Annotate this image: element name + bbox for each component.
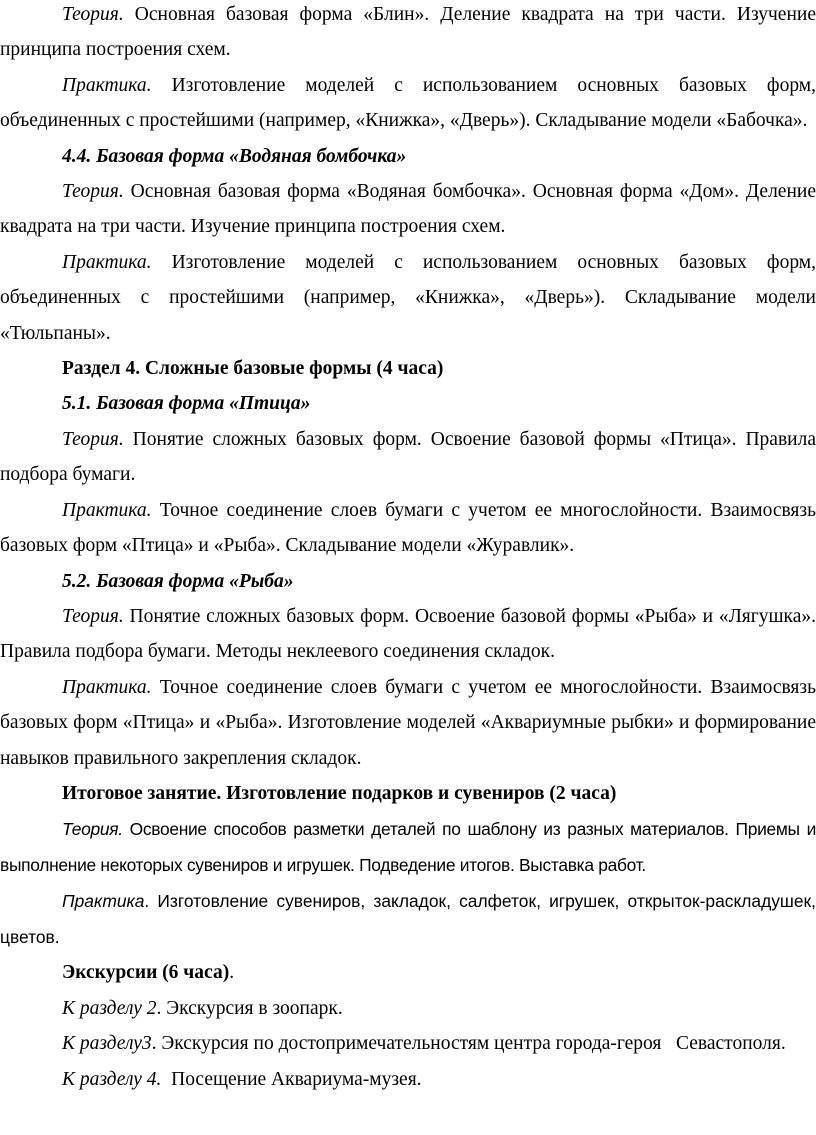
paragraph-text: Основная базовая форма «Водяная бомбочка». Основная форма «Дом». Деление квадрата на три части. Изучение принципа построения схем. (0, 181, 816, 238)
lead-label: Практика. (62, 251, 152, 273)
paragraph-practice (0, 670, 816, 776)
paragraph-text: Изготовление моделей с использованием основных базовых форм, объединенных с простейшими (например, «Книжка», «Дверь»). Складывание модели «Тюльпаны». (0, 251, 816, 344)
paragraph-theory (0, 0, 816, 68)
paragraph-text: Освоение способов разметки деталей по шаблону из разных материалов. Приемы и выполнение некоторых сувениров и игрушек. Подведение итогов. Выставка работ. (0, 819, 816, 876)
excursions-heading (0, 955, 816, 990)
paragraph-text: Понятие сложных базовых форм. Освоение базовой формы «Рыба» и «Лягушка». Правила подбора бумаги. Методы неклеевого соединения складок. (0, 605, 816, 663)
heading-text: Экскурсии (6 часа) (62, 962, 230, 984)
paragraph-practice (0, 883, 816, 955)
excursion-item (0, 1062, 816, 1097)
subsection-heading (0, 564, 816, 599)
paragraph-practice (0, 68, 816, 139)
heading-text: 4.4. Базовая форма «Водяная бомбочка» (62, 145, 407, 167)
item-text: . Экскурсия в зоопарк. (156, 997, 343, 1019)
paragraph-text: Точное соединение слоев бумаги с учетом ее многослойности. Взаимосвязь базовых форм «Птица» и «Рыба». Складывание модели «Журавлик». (0, 499, 816, 557)
paragraph-text: Понятие сложных базовых форм. Освоение базовой формы «Птица». Правила подбора бумаги. (0, 428, 816, 486)
item-text: . Экскурсия по достопримечательностям центра города-героя Севастополя. (151, 1033, 786, 1055)
lead-label: Практика. (62, 499, 152, 521)
lead-label: Практика (62, 891, 145, 912)
lead-label: Теория. (62, 819, 123, 840)
excursion-item (0, 991, 816, 1026)
paragraph-theory (0, 599, 816, 670)
lead-label: К разделу3 (62, 1033, 152, 1055)
lead-label: Теория. (62, 181, 124, 203)
section-heading: Раздел 4. Сложные базовые формы (4 часа) (62, 358, 444, 380)
lead-label: К разделу 2 (62, 997, 157, 1019)
heading-text: 5.1. Базовая форма «Птица» (62, 393, 311, 415)
paragraph-text: Изготовление моделей с использованием основных базовых форм, объединенных с простейшими (например, «Книжка», «Дверь»). Складывание модели «Бабочка». (0, 74, 816, 132)
paragraph-practice (0, 493, 816, 564)
lead-label: Практика. (62, 676, 152, 698)
subsection-heading (0, 139, 816, 174)
paragraph-text: . Изготовление сувениров, закладок, салфеток, игрушек, открыток-раскладушек, цветов. (0, 891, 816, 948)
lead-label: Теория. (62, 605, 124, 627)
paragraph-theory (0, 422, 816, 493)
lead-label: Теория. (62, 428, 124, 450)
paragraph-text: Точное соединение слоев бумаги с учетом ее многослойности. Взаимосвязь базовых форм «Птица» и «Рыба». Изготовление моделей «Аквариумные рыбки» и формирование навыков правильного закрепления складок. (0, 676, 816, 769)
subsection-heading (0, 386, 816, 421)
paragraph-practice (0, 245, 816, 351)
lead-label: Практика. (62, 74, 152, 96)
paragraph-text: Основная базовая форма «Блин». Деление квадрата на три части. Изучение принципа построения схем. (0, 4, 816, 61)
item-text: Посещение Аквариума-музея. (161, 1068, 422, 1090)
lead-label: Теория. (62, 4, 124, 25)
heading-text: 5.2. Базовая форма «Рыба» (62, 570, 294, 592)
paragraph-theory (0, 174, 816, 245)
heading-punct: . (229, 962, 235, 984)
excursion-item (0, 1026, 816, 1061)
final-lesson-heading: Итоговое занятие. Изготовление подарков и сувениров (2 часа) (62, 782, 617, 804)
lead-label: К разделу 4. (62, 1068, 162, 1090)
paragraph-theory (0, 811, 816, 883)
